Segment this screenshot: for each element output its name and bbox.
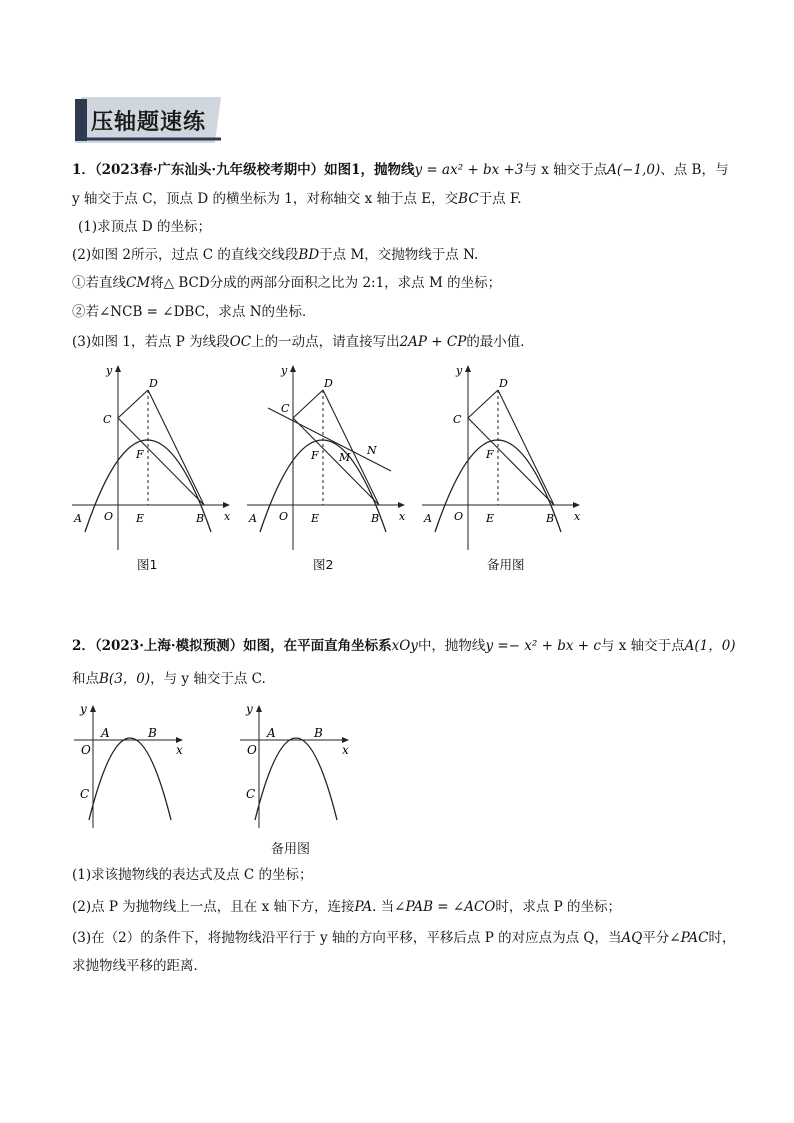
label-B: B [148, 726, 157, 740]
q2-part-3-line-2: 求抛物线平移的距离． [72, 958, 207, 974]
label-E: E [311, 512, 320, 525]
banner-title: 压轴题速练 [91, 110, 207, 135]
label-A: A [249, 512, 257, 525]
label-F: F [136, 448, 144, 461]
q2-figure-spare [236, 698, 366, 833]
q1-line-1: 1．（2023春·广东汕头·九年级校考期中）如图1，抛物线y = ax² + bx +3与 x 轴交于点A(−1,0)、点 B，与 [72, 162, 729, 178]
q1-line-2: y 轴交于点 C，顶点 D 的横坐标为 1，对称轴交 x 轴于点 E，交BC于点 F. [72, 191, 522, 207]
label-D: D [324, 377, 333, 390]
label-F: F [486, 448, 494, 461]
q2-part-1: (1)求该抛物线的表达式及点 C 的坐标； [72, 867, 313, 883]
label-y: y [246, 702, 253, 716]
label-D: D [149, 377, 158, 390]
label-A: A [101, 726, 110, 740]
label-x: x [342, 743, 349, 757]
q1-part-1: (1)求顶点 D 的坐标； [78, 219, 212, 235]
label-E: E [136, 512, 145, 525]
label-O: O [247, 743, 257, 757]
q1-part-2: (2)如图 2所示，过点 C 的直线交线段BD于点 M，交抛物线于点 N. [72, 247, 479, 263]
label-y: y [281, 364, 288, 377]
label-y: y [80, 702, 87, 716]
q1-part-2-i: ①若直线CM将△ BCD分成的两部分面积之比为 2:1，求点 M 的坐标； [72, 275, 502, 291]
q2-figure-1 [70, 698, 200, 833]
label-E: E [486, 512, 495, 525]
q1-part-3: (3)如图 1，若点 P 为线段OC上的一动点，请直接写出2AP + CP的最小值． [72, 334, 534, 350]
label-O: O [104, 510, 114, 523]
caption-fig1: 图1 [137, 557, 158, 572]
label-A: A [74, 512, 82, 525]
q1-figure-2 [241, 360, 416, 555]
section-banner [75, 97, 221, 143]
label-x: x [224, 510, 231, 523]
caption-fig-spare: 备用图 [487, 557, 525, 572]
label-x: x [574, 510, 581, 523]
q1-figure-spare [416, 360, 586, 555]
label-y: y [106, 364, 113, 377]
label-C: C [80, 787, 90, 801]
label-x: x [399, 510, 406, 523]
q1-part-2-ii: ②若∠NCB = ∠DBC，求点 N的坐标． [72, 304, 316, 320]
q2-part-3: (3)在（2）的条件下，将抛物线沿平行于 y 轴的方向平移，平移后点 P 的对应点为点 Q，当AQ平分∠PAC时， [72, 930, 736, 946]
q2-part-2: (2)点 P 为抛物线上一点，且在 x 轴下方，连接PA. 当∠PAB = ∠ACO时，求点 P 的坐标； [72, 899, 622, 915]
label-B: B [546, 512, 555, 525]
label-O: O [279, 510, 289, 523]
label-B: B [371, 512, 380, 525]
label-M: M [339, 451, 351, 464]
label-O: O [81, 743, 91, 757]
label-x: x [176, 743, 183, 757]
caption-fig2: 图2 [313, 557, 334, 572]
q2-line-1: 2．（2023·上海·模拟预测）如图，在平面直角坐标系xOy中，抛物线y =− x² + bx + c与 x 轴交于点A(1，0) [72, 638, 736, 654]
label-C: C [281, 402, 290, 415]
label-N: N [367, 444, 377, 457]
label-A: A [424, 512, 432, 525]
label-C: C [246, 787, 256, 801]
label-B: B [196, 512, 205, 525]
label-O: O [454, 510, 464, 523]
label-C: C [103, 413, 112, 426]
label-B: B [314, 726, 323, 740]
caption-q2-spare: 备用图 [271, 842, 311, 857]
label-F: F [311, 449, 319, 462]
label-D: D [499, 377, 508, 390]
label-y: y [456, 364, 463, 377]
label-C: C [453, 413, 462, 426]
q2-line-2: 和点B(3，0)，与 y 轴交于点 C. [72, 671, 266, 687]
q1-figure-1 [66, 360, 236, 555]
label-A: A [267, 726, 276, 740]
